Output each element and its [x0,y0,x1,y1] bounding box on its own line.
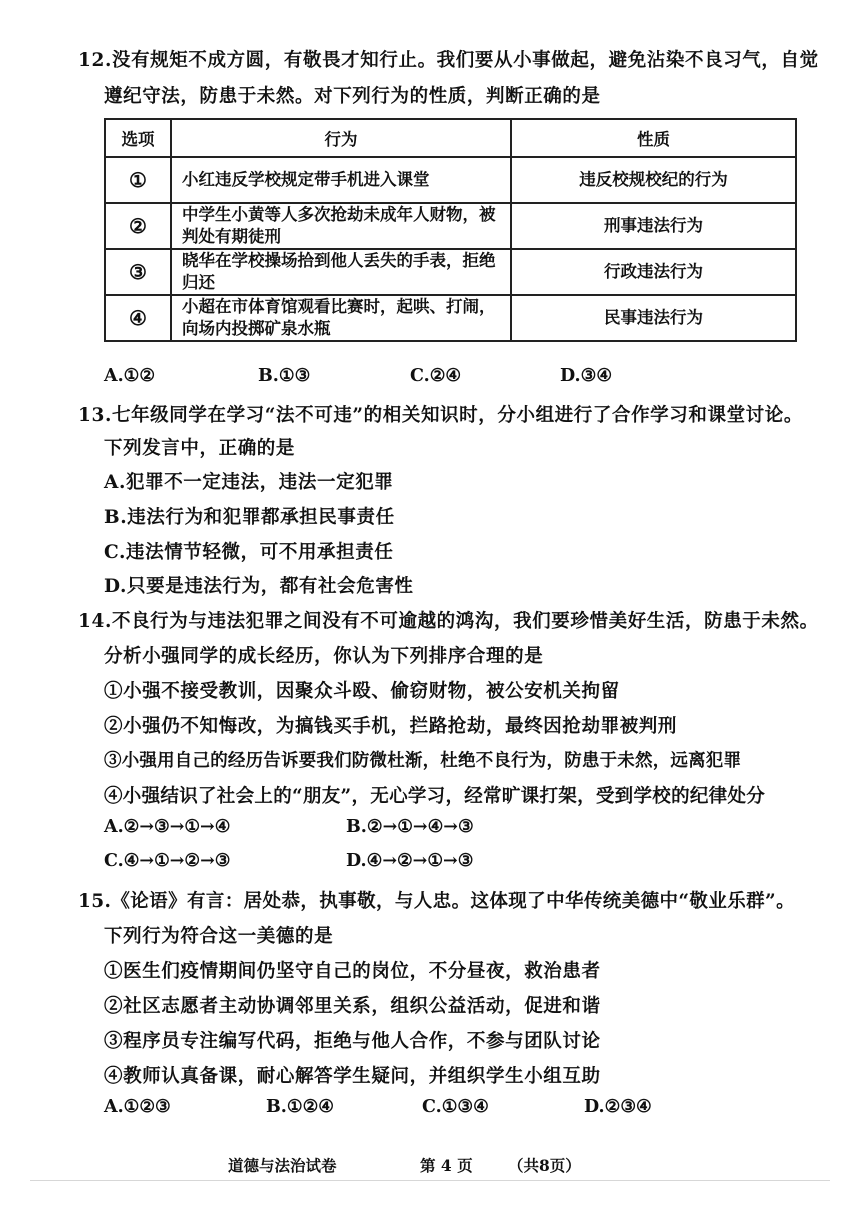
q15-stem-line1: 15.《论语》有言：居处恭，执事敬，与人忠。这体现了中华传统美德中“敬业乐群”。 [78,891,795,912]
table-cell-index: ① [105,157,171,203]
table-cell-nature: 民事违法行为 [511,295,796,341]
table-cell-index: ② [105,203,171,249]
q12-option-b[interactable]: B.①③ [258,366,311,386]
q12-option-d[interactable]: D.③④ [560,366,613,386]
table-cell-behavior: 中学生小黄等人多次抢劫未成年人财物，被判处有期徒刑 [171,203,511,249]
q13-option-a[interactable]: A.犯罪不一定违法，违法一定犯罪 [104,472,394,493]
bottom-divider [30,1180,830,1181]
q14-option-c[interactable]: C.④→①→②→③ [104,851,231,871]
q14-option-d[interactable]: D.④→②→①→③ [346,851,474,871]
table-header-nature: 性质 [511,119,796,157]
q14-option-a[interactable]: A.②→③→①→④ [104,817,231,837]
q15-option-c[interactable]: C.①③④ [422,1097,489,1117]
q15-item-2: ②社区志愿者主动协调邻里关系，组织公益活动，促进和谐 [104,996,601,1017]
q15-option-b[interactable]: B.①②④ [266,1097,334,1117]
q12-option-c[interactable]: C.②④ [410,366,462,386]
table-cell-behavior: 小超在市体育馆观看比赛时，起哄、打闹，向场内投掷矿泉水瓶 [171,295,511,341]
q15-item-4: ④教师认真备课，耐心解答学生疑问，并组织学生小组互助 [104,1066,601,1087]
table-cell-behavior: 小红违反学校规定带手机进入课堂 [171,157,511,203]
q12-stem-line1: 12.没有规矩不成方圆，有敬畏才知行止。我们要从小事做起，避免沾染不良习气，自觉 [78,50,819,71]
q12-option-a[interactable]: A.①② [104,366,156,386]
table-header-row [105,119,796,157]
q15-item-1: ①医生们疫情期间仍坚守自己的岗位，不分昼夜，救治患者 [104,961,601,982]
q13-stem-line2: 下列发言中，正确的是 [104,438,296,459]
q14-item-1: ①小强不接受教训，因聚众斗殴、偷窃财物，被公安机关拘留 [104,681,620,702]
table-header-option: 选项 [105,119,171,157]
q14-stem-line2: 分析小强同学的成长经历，你认为下列排序合理的是 [104,646,544,667]
table-cell-nature: 刑事违法行为 [511,203,796,249]
q15-option-d[interactable]: D.②③④ [584,1097,652,1117]
table-row [105,295,796,341]
q14-item-3: ③小强用自己的经历告诉要我们防微杜渐，杜绝不良行为，防患于未然，远离犯罪 [104,751,742,771]
footer-total-pages: （共8页） [508,1156,581,1175]
q15-stem-line2: 下列行为符合这一美德的是 [104,926,334,947]
q13-option-c[interactable]: C.违法情节轻微，可不用承担责任 [104,542,394,563]
table-header-behavior: 行为 [171,119,511,157]
q15-item-3: ③程序员专注编写代码，拒绝与他人合作，不参与团队讨论 [104,1031,601,1052]
footer-page-number: 第 4 页 [420,1156,473,1175]
q13-option-b[interactable]: B.违法行为和犯罪都承担民事责任 [104,507,395,528]
q14-stem-line1: 14.不良行为与违法犯罪之间没有不可逾越的鸿沟，我们要珍惜美好生活，防患于未然。 [78,611,819,632]
footer-subject: 道德与法治试卷 [228,1156,337,1175]
table-row [105,249,796,295]
q15-option-a[interactable]: A.①②③ [104,1097,171,1117]
q14-option-b[interactable]: B.②→①→④→③ [346,817,474,837]
table-cell-nature: 违反校规校纪的行为 [511,157,796,203]
table-cell-nature: 行政违法行为 [511,249,796,295]
q13-option-d[interactable]: D.只要是违法行为，都有社会危害性 [104,576,414,597]
table-row [105,203,796,249]
q12-stem-line2: 遵纪守法，防患于未然。对下列行为的性质，判断正确的是 [104,86,601,107]
q13-stem-line1: 13.七年级同学在学习“法不可违”的相关知识时，分小组进行了合作学习和课堂讨论。 [78,405,803,426]
table-row [105,157,796,203]
q14-item-4: ④小强结识了社会上的“朋友”，无心学习，经常旷课打架，受到学校的纪律处分 [104,786,766,807]
table-cell-index: ④ [105,295,171,341]
table-cell-behavior: 晓华在学校操场拾到他人丢失的手表，拒绝归还 [171,249,511,295]
q12-behavior-table [104,118,797,342]
q14-item-2: ②小强仍不知悔改，为搞钱买手机，拦路抢劫，最终因抢劫罪被判刑 [104,716,678,737]
table-cell-index: ③ [105,249,171,295]
